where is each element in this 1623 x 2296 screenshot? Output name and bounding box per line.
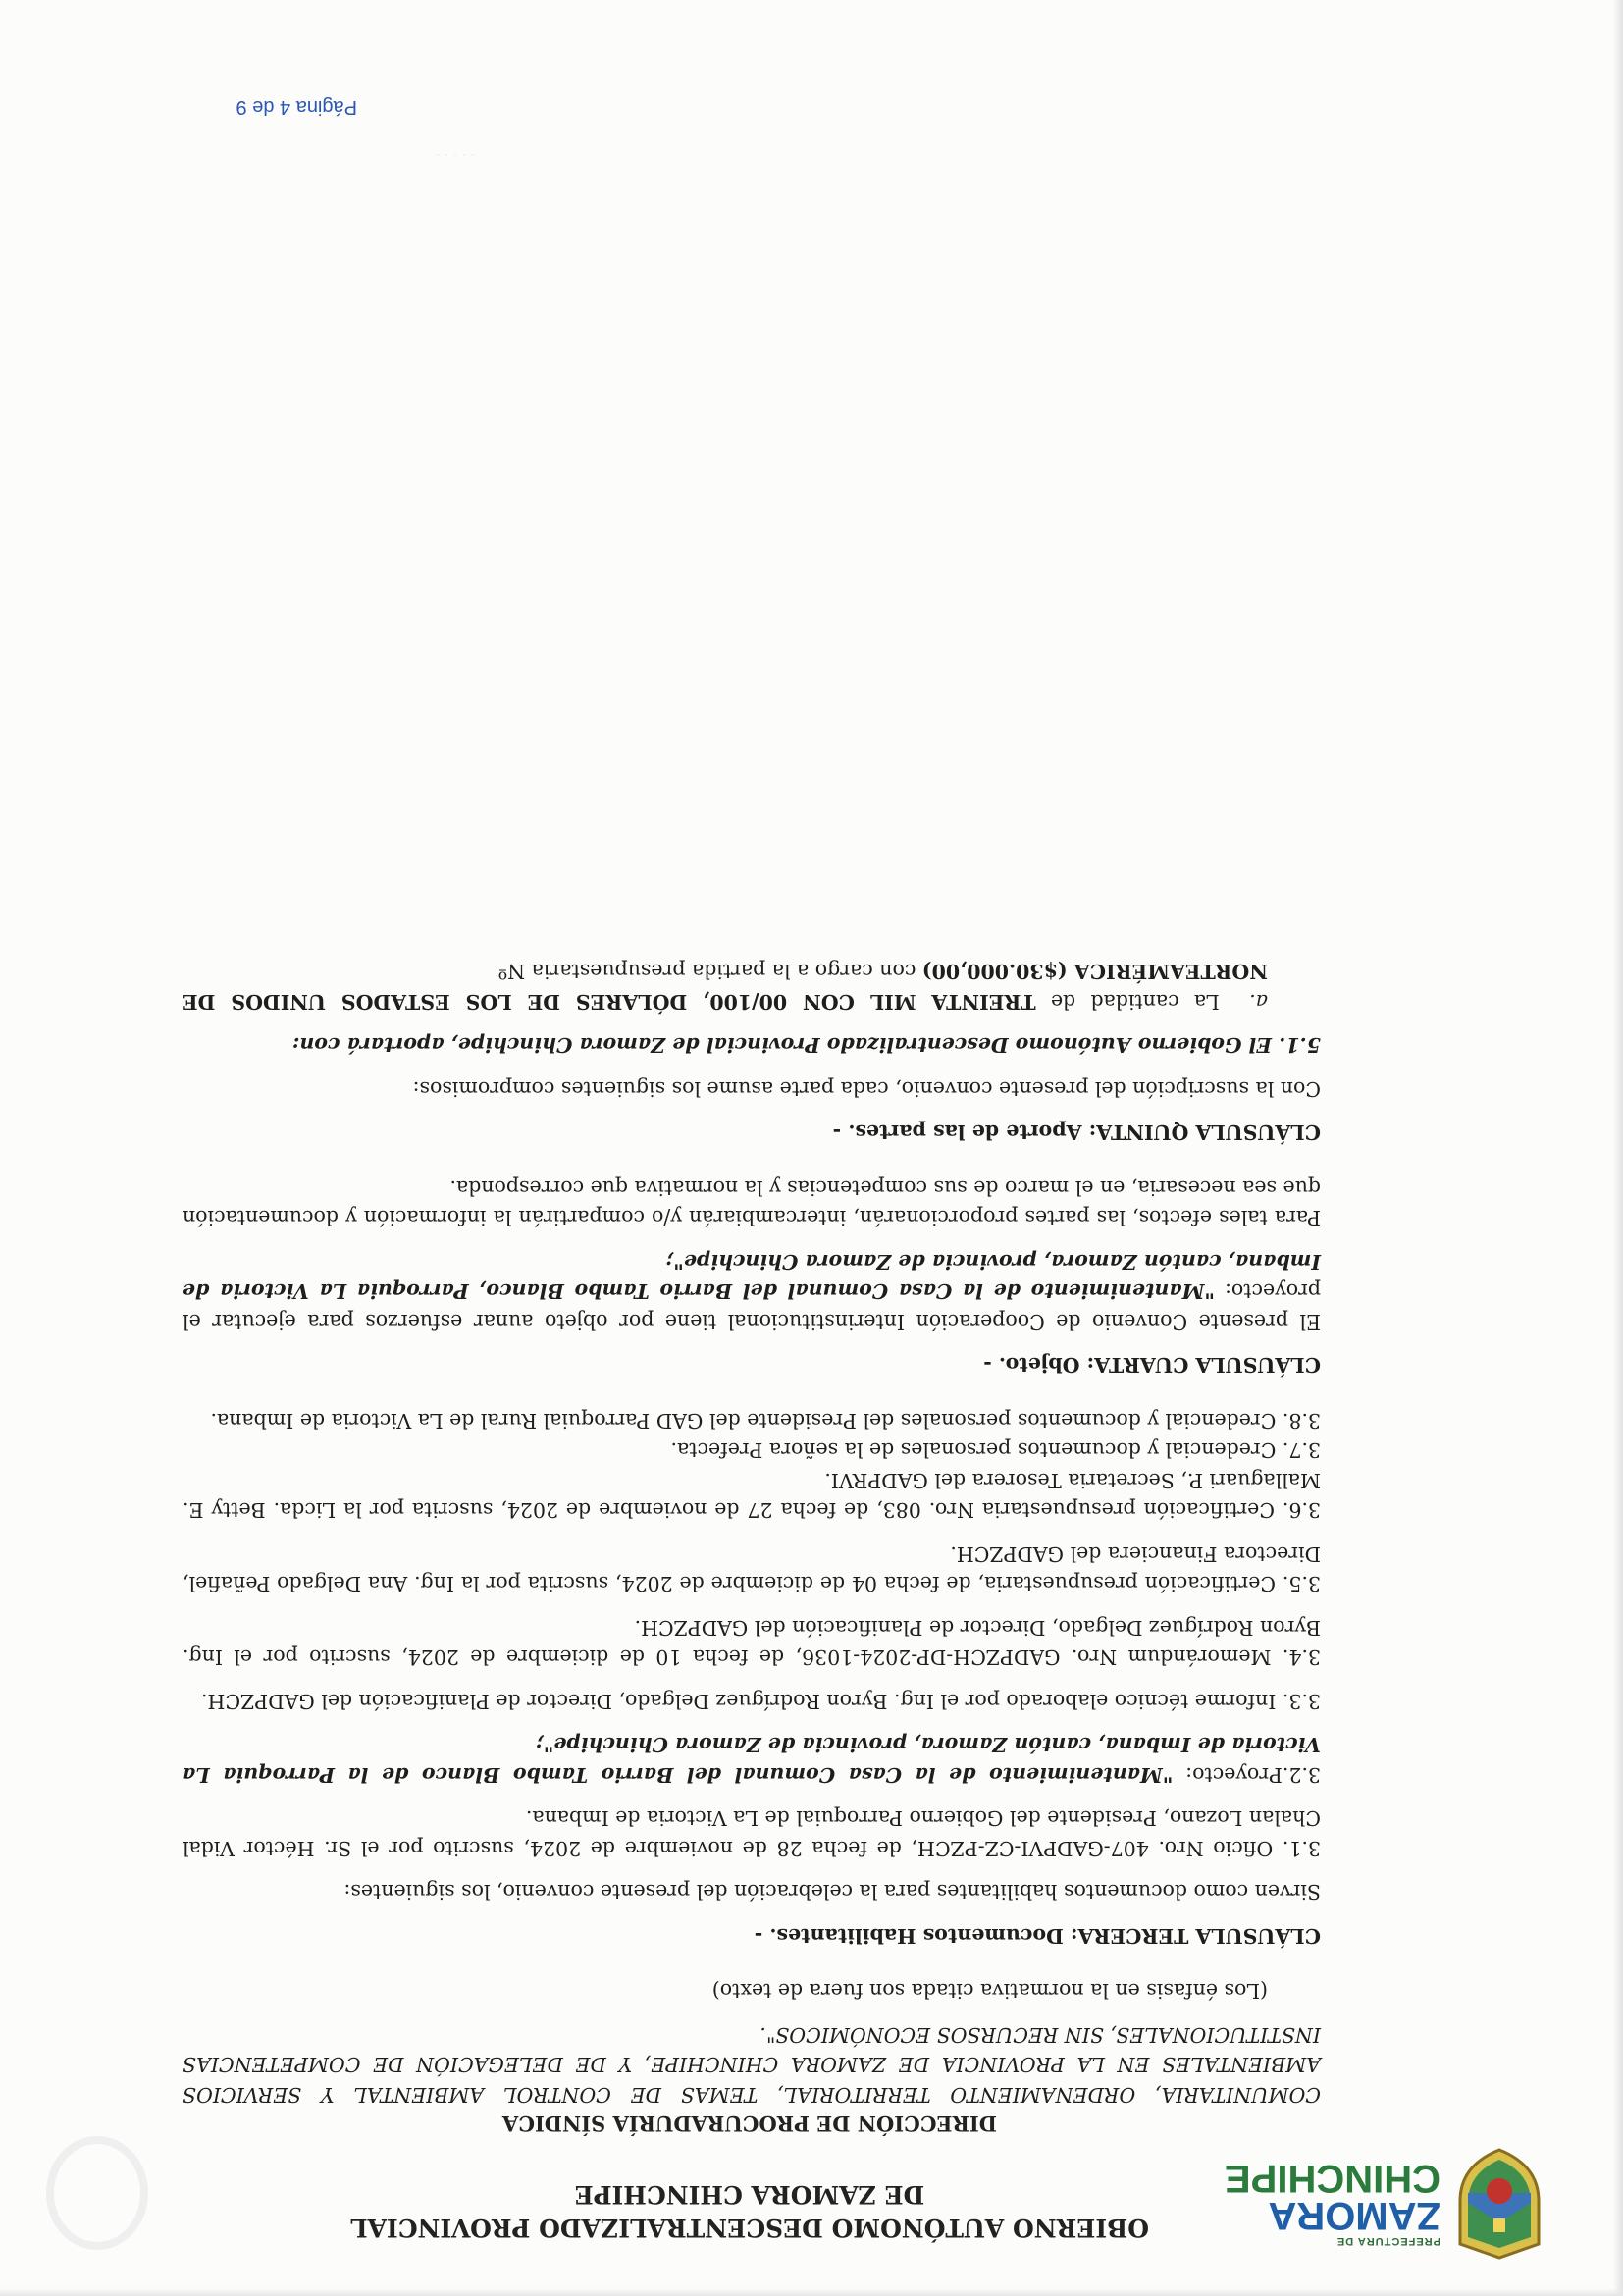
clause-4-text: El presente Convenio de Cooperación Interinstitucional tiene por objeto aunar esfuerzos para ejecutar el proyecto: bbox=[183, 1279, 1321, 1333]
item-number: 3.2. bbox=[1282, 1763, 1321, 1787]
list-item bbox=[183, 1539, 1321, 1599]
item-number: 3.6. bbox=[1282, 1498, 1321, 1523]
item-number: 3.8. bbox=[1282, 1409, 1321, 1433]
document-body bbox=[183, 957, 1321, 2110]
clause-5-heading: CLÁUSULA QUINTA: Aporte de las partes. - bbox=[832, 1121, 1321, 1145]
project-name: "Mantenimiento de la Casa Comunal del Barrio Tambo Blanco de la Parroquia La Victoria de Imbana, cantón Zamora, provincia de Zamora Chinchipe"; bbox=[183, 1733, 1321, 1787]
logo-prefix: PREFECTURA DE bbox=[1335, 2235, 1440, 2247]
project-name: "Mantenimiento de la Casa Comunal del Barrio Tambo Blanco, Parroquia La Victoria de Imbana, cantón Zamora, provincia de Zamora Chinchipe"; bbox=[183, 1250, 1321, 1304]
item-number: 3.3. bbox=[1282, 1690, 1321, 1713]
item-text: Memorándum Nro. GADPZCH-DP-2024-1036, de fecha 10 de diciembre de 2024, suscrito por el Ing. Byron Rodríguez Delgado, Director de Planificación del GADPZCH. bbox=[183, 1616, 1321, 1670]
item-text: Proyecto: bbox=[1173, 1763, 1283, 1787]
prefecture-logo bbox=[1224, 2150, 1440, 2248]
item-text: Oficio Nro. 407-GADPVI-CZ-PZCH, de fecha 28 de noviembre de 2024, suscrito por el Sr. Héctor Vidal Chalan Lozano, Presidente del Gobierno Parroquial de La Victoria de Imbana. bbox=[183, 1806, 1321, 1860]
sub-item-label: a. bbox=[1249, 990, 1268, 1014]
institution-title-line-2: DE ZAMORA CHINCHIPE bbox=[574, 2180, 925, 2209]
item-number: 3.1. bbox=[1282, 1837, 1321, 1860]
logo-line-2: CHINCHIPE bbox=[1224, 2157, 1440, 2200]
institution-title bbox=[308, 2177, 1191, 2244]
bleed-through-seal-icon bbox=[43, 2134, 151, 2252]
clause-5-1: 5.1. El Gobierno Autónomo Descentralizado Provincial de Zamora Chinchipe, aportará con: bbox=[291, 1033, 1321, 1058]
bleed-through-text: . . . . . bbox=[435, 150, 475, 167]
list-item bbox=[183, 1687, 1321, 1717]
item-text: Certificación presupuestaria Nro. 083, de fecha 27 de noviembre de 2024, suscrita por la Licda. Betty E. Mallaguari P., Secretaria Tesorera del GADPRVI. bbox=[183, 1469, 1321, 1523]
department-title: DIRECCIÓN DE PROCURADURÍA SÍNDICA bbox=[502, 2112, 998, 2136]
item-text: Credencial y documentos personales del Presidente del GAD Parroquial Rural de La Victoria de Imbana. bbox=[210, 1409, 1277, 1433]
page-number: Página 4 de 9 bbox=[236, 96, 357, 118]
letterhead bbox=[63, 2112, 1544, 2262]
item-text: Informe técnico elaborado por el Ing. Byron Rodríguez Delgado, Director de Planificación del GADPZCH. bbox=[201, 1690, 1277, 1713]
item-number: 3.4. bbox=[1282, 1645, 1321, 1670]
item-number: 3.5. bbox=[1282, 1572, 1321, 1596]
institution-title-line-1: OBIERNO AUTÓNOMO DESCENTRALIZADO PROVINCIAL bbox=[350, 2214, 1150, 2242]
list-item bbox=[183, 1406, 1321, 1436]
list-item bbox=[183, 1466, 1321, 1526]
clause-4-paragraph-2: Para tales efectos, las partes proporcionarán, intercambiarán y/o compartirán la información y documentación que sea necesaria, en el marco de sus competencias y la normativa que corresponda. bbox=[183, 1176, 1321, 1230]
emphasis-note: (Los énfasis en la normativa citada son fuera de texto) bbox=[711, 1979, 1268, 2004]
contribution-amount: TREINTA MIL CON 00/100, DÓLARES DE LOS ESTADOS UNIDOS DE NORTEAMÉRICA ($30.000,00) bbox=[183, 960, 1268, 1014]
sub-item-text: La cantidad de bbox=[1035, 990, 1220, 1014]
scan-edge bbox=[0, 2288, 1623, 2296]
logo-line-1: ZAMORA bbox=[1268, 2194, 1440, 2237]
list-item bbox=[183, 1435, 1321, 1466]
sub-item-text: con cargo a la partida presupuestaria Nº bbox=[497, 960, 922, 984]
scan-edge bbox=[1613, 0, 1623, 2296]
clause-3-heading: CLÁUSULA TERCERA: Documentos Habilitantes. - bbox=[754, 1924, 1321, 1948]
item-text: Credencial y documentos personales de la señora Prefecta. bbox=[670, 1438, 1277, 1463]
clause-4-heading: CLÁUSULA CUARTA: Objeto. - bbox=[983, 1353, 1321, 1378]
item-number: 3.7. bbox=[1282, 1438, 1321, 1463]
item-text: Certificación presupuestaria, de fecha 04 de diciembre de 2024, suscrita por la Ing. Ana Delgado Peñafiel, Directora Financiera del GADPZCH. bbox=[183, 1542, 1321, 1596]
intro-paragraph: COMUNITARIA, ORDENAMIENTO TERRITORIAL, TEMAS DE CONTROL AMBIENTAL Y SERVICIOS AMBIENTALES EN LA PROVINCIA DE ZAMORA CHINCHIPE, Y DE DELEGACIÓN DE COMPETENCIAS INSTITUCIONALES, SIN RECURSOS ECONÓMICOS". bbox=[183, 2023, 1321, 2107]
list-item bbox=[183, 1730, 1321, 1790]
clause-5-a bbox=[183, 957, 1321, 1017]
list-item bbox=[183, 1803, 1321, 1863]
clause-4-paragraph bbox=[183, 1247, 1321, 1337]
provincial-crest-icon bbox=[1454, 2146, 1544, 2262]
list-item bbox=[183, 1613, 1321, 1673]
clause-3-lead: Sirven como documentos habilitantes para la celebración del presente convenio, los siguientes: bbox=[343, 1880, 1321, 1905]
clause-5-lead: Con la suscripción del presente convenio, cada parte asume los siguientes compromisos: bbox=[412, 1077, 1321, 1101]
